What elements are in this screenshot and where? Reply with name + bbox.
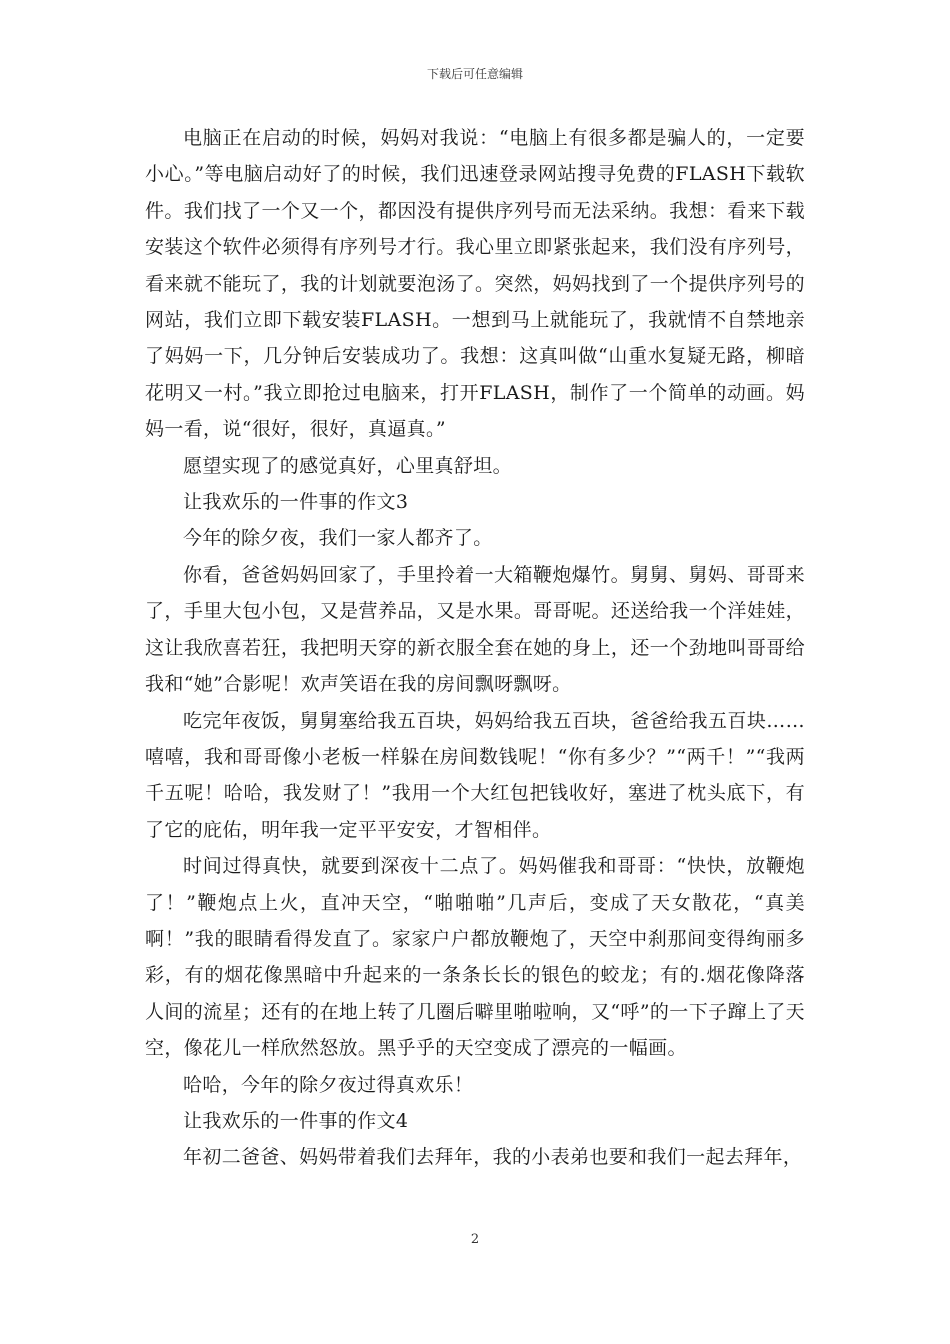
paragraph-flash-install: 电脑正在启动的时候，妈妈对我说：“电脑上有很多都是骗人的，一定要小心。”等电脑启动好了的时候，我们迅速登录网站搜寻免费的FLASH下载软件。我们找了一个又一个，都因没有提供序列号而无法采纳。我想：看来下载安装这个软件必须得有序列号才行。我心里立即紧张起来，我们没有序列号，看来就不能玩了，我的计划就要泡汤了。突然，妈妈找到了一个提供序列号的网站，我们立即下载安装FLASH。一想到马上就能玩了，我就情不自禁地亲了妈妈一下，几分钟后安装成功了。我想：这真叫做“山重水复疑无路，柳暗花明又一村。”我立即抢过电脑来，打开FLASH，制作了一个简单的动画。妈妈一看，说“很好，很好，真逼真。” — [145, 127, 805, 441]
paragraph-happy-eve: 哈哈，今年的除夕夜过得真欢乐！ — [183, 1073, 474, 1096]
page-number: 2 — [470, 1232, 480, 1247]
paragraph-red-envelopes: 吃完年夜饭，舅舅塞给我五百块，妈妈给我五百块，爸爸给我五百块……嘻嘻，我和哥哥像小老板一样躲在房间数钱呢！“你有多少？”“两千！”“我两千五呢！哈哈，我发财了！”我用一个大红包把钱收好，塞进了枕头底下，有了它的庇佑，明年我一定平平安安，才智相伴。 — [145, 709, 805, 841]
essay-title-4: 让我欢乐的一件事的作文4 — [183, 1109, 409, 1132]
paragraph-family-arrives: 你看，爸爸妈妈回家了，手里拎着一大箱鞭炮爆竹。舅舅、舅妈、哥哥来了，手里大包小包，又是营养品，又是水果。哥哥呢。还送给我一个洋娃娃，这让我欣喜若狂，我把明天穿的新衣服全套在她的身上，还一个劲地叫哥哥给我和“她”合影呢！欢声笑语在我的房间飘呀飘呀。 — [145, 563, 805, 696]
paragraph-new-year-visit: 年初二爸爸、妈妈带着我们去拜年，我的小表弟也要和我们一起去拜年， — [183, 1146, 803, 1169]
page-header: 下载后可任意编辑 — [426, 67, 523, 81]
document-body — [145, 120, 805, 1176]
paragraph-new-years-eve: 今年的除夕夜，我们一家人都齐了。 — [183, 527, 493, 550]
paragraph-fireworks: 时间过得真快，就要到深夜十二点了。妈妈催我和哥哥：“快快，放鞭炮了！”鞭炮点上火，直冲天空，“啪啪啪”几声后，变成了天女散花，“真美啊！”我的眼睛看得发直了。家家户户都放鞭炮了，天空中刹那间变得绚丽多彩，有的烟花像黑暗中升起来的一条条长长的银色的蛟龙；有的.烟花像降落人间的流星；还有的在地上转了几圈后噼里啪啦响，又“呼”的一下子蹿上了天空，像花儿一样欣然怒放。黑乎乎的天空变成了漂亮的一幅画。 — [145, 855, 805, 1060]
essay-title-3: 让我欢乐的一件事的作文3 — [183, 491, 409, 514]
paragraph-wish-fulfilled: 愿望实现了的感觉真好，心里真舒坦。 — [183, 454, 512, 477]
